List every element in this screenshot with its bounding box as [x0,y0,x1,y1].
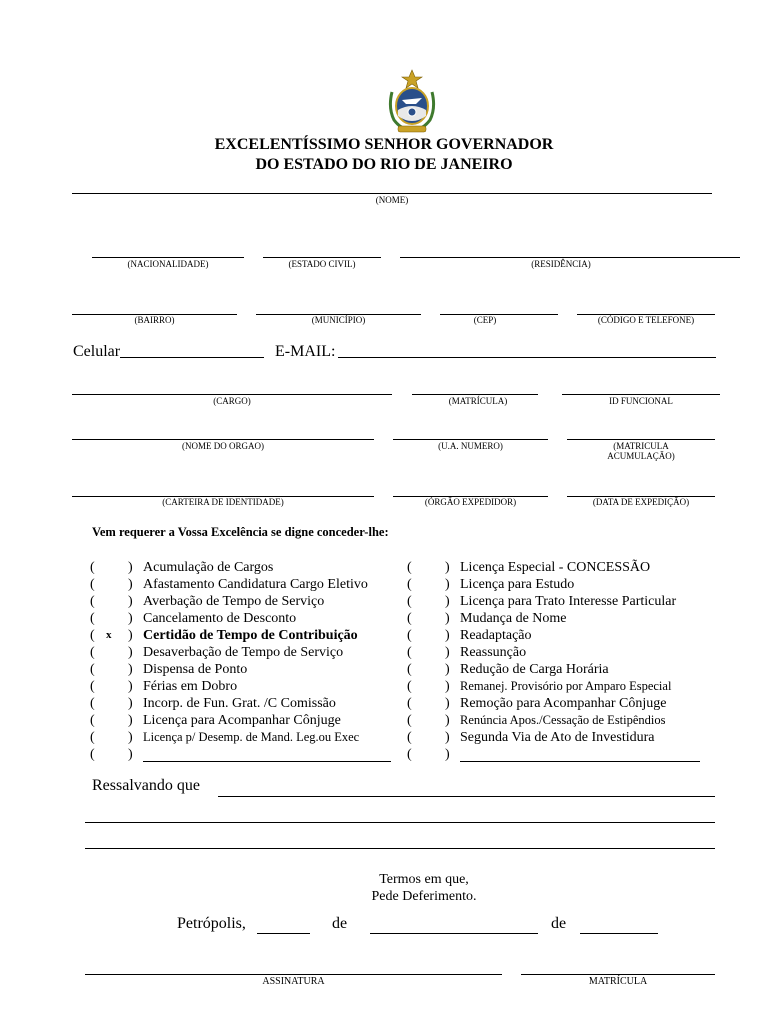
month-field[interactable] [370,933,538,934]
option-label: Remanej. Provisório por Amparo Especial [460,679,672,693]
option-label: Acumulação de Cargos [143,560,274,575]
year-field[interactable] [580,933,658,934]
checkbox-open-paren: ( [407,730,412,745]
cargo-caption: (CARGO) [213,396,251,406]
ressalvando-label: Ressalvando que [92,777,200,794]
orgao-expedidor-caption: (ÓRGÃO EXPEDIDOR) [424,497,517,507]
closing-line-1: Termos em que, [379,872,469,887]
assinatura-caption: ASSINATURA [262,976,325,987]
left-option-row[interactable] [90,712,401,729]
checkbox-open-paren: ( [90,730,95,745]
checkbox-close-paren: ) [445,713,450,728]
checkbox-open-paren: ( [90,645,95,660]
checkbox-close-paren: ) [445,679,450,694]
option-label: Remoção para Acompanhar Cônjuge [460,696,667,711]
request-intro: Vem requerer a Vossa Excelência se digne conceder-lhe: [92,525,389,539]
city-label: Petrópolis, [177,915,246,932]
checkbox-close-paren: ) [445,628,450,643]
option-label: Reassunção [460,645,527,660]
option-label: Readaptação [460,628,532,643]
option-label: Renúncia Apos./Cessação de Estipêndios [460,713,666,727]
checkbox-open-paren: ( [90,696,95,711]
checkbox-close-paren: ) [445,594,450,609]
checkbox-close-paren: ) [128,594,133,609]
right-option-row[interactable] [407,661,710,678]
option-label: Licença Especial - CONCESSÃO [460,560,651,575]
day-field[interactable] [257,933,310,934]
matricula-acumulacao-caption-2: ACUMULAÇÃO) [607,451,675,461]
checkbox-open-paren: ( [90,662,95,677]
assinatura-line[interactable] [85,974,502,975]
checkbox-close-paren: ) [128,560,133,575]
nome-orgao-line[interactable] [72,439,374,440]
de-label-2: de [551,915,567,932]
matricula-line[interactable] [412,394,538,395]
checkbox-open-paren: ( [90,713,95,728]
right-option-row[interactable] [407,593,710,610]
option-label: Licença para Acompanhar Cônjuge [143,713,341,728]
right-option-row[interactable] [407,712,710,729]
ressalvando-line-1[interactable] [218,796,715,797]
matricula-footer-caption: MATRÍCULA [588,976,648,987]
id-funcional-line[interactable] [562,394,720,395]
option-label: Férias em Dobro [143,679,238,694]
estado-civil-line[interactable] [263,257,381,258]
option-label: Licença para Estudo [460,577,575,592]
left-option-row[interactable] [90,559,401,576]
right-option-row[interactable] [407,695,710,712]
checkbox-close-paren: ) [128,679,133,694]
right-option-row[interactable] [407,576,710,593]
checkbox-open-paren: ( [90,679,95,694]
checkbox-close-paren: ) [445,696,450,711]
checkbox-mark: x [106,629,112,641]
matricula-caption: (MATRÍCULA) [448,396,508,406]
matricula-acumulacao-line[interactable] [567,439,715,440]
nome-orgao-caption: (NOME DO ORGAO) [182,441,264,451]
ressalvando-line-3[interactable] [85,848,715,849]
checkbox-close-paren: ) [128,645,133,660]
celular-label: Celular [73,343,121,360]
checkbox-open-paren: ( [407,696,412,711]
ua-numero-line[interactable] [393,439,548,440]
option-label: Dispensa de Ponto [143,662,248,677]
cep-caption: (CEP) [473,315,497,325]
left-option-row[interactable] [90,627,401,644]
checkbox-close-paren: ) [445,560,450,575]
left-option-row[interactable] [90,610,401,627]
id-funcional-caption: ID FUNCIONAL [609,396,673,406]
estado-civil-caption: (ESTADO CIVIL) [288,259,356,269]
checkbox-open-paren: ( [90,747,95,762]
checkbox-close-paren: ) [445,747,450,762]
checkbox-close-paren: ) [128,628,133,643]
checkbox-close-paren: ) [445,577,450,592]
left-option-row[interactable] [90,746,401,763]
title-line-1: EXCELENTÍSSIMO SENHOR GOVERNADOR [214,136,554,153]
checkbox-close-paren: ) [445,611,450,626]
option-label: Afastamento Candidatura Cargo Eletivo [143,577,368,592]
checkbox-open-paren: ( [90,577,95,592]
residencia-caption: (RESIDÊNCIA) [531,259,591,269]
checkbox-close-paren: ) [128,747,133,762]
option-label: Segunda Via de Ato de Investidura [460,730,655,745]
checkbox-open-paren: ( [407,645,412,660]
right-option-row[interactable] [407,644,710,661]
matricula-footer-line[interactable] [521,974,715,975]
checkbox-open-paren: ( [407,679,412,694]
ua-numero-caption: (U.A. NUMERO) [438,441,503,451]
municipio-caption: (MUNICÍPIO) [311,315,366,325]
checkbox-open-paren: ( [407,713,412,728]
option-label: Desaverbação de Tempo de Serviço [143,645,344,660]
email-field[interactable] [338,357,716,358]
left-option-row[interactable] [90,678,401,695]
checkbox-close-paren: ) [128,730,133,745]
checkbox-open-paren: ( [90,611,95,626]
state-coat-of-arms-seal [386,68,438,136]
nome-caption: (NOME) [375,195,409,205]
checkbox-close-paren: ) [128,611,133,626]
option-blank-field[interactable] [143,761,391,762]
right-option-row[interactable] [407,559,710,576]
carteira-identidade-caption: (CARTEIRA DE IDENTIDADE) [162,497,284,507]
option-label: Cancelamento de Desconto [143,611,297,626]
data-expedicao-caption: (DATA DE EXPEDIÇÃO) [592,497,690,507]
left-option-row[interactable] [90,644,401,661]
nome-line[interactable] [72,193,712,194]
checkbox-open-paren: ( [407,747,412,762]
residencia-line[interactable] [400,257,740,258]
de-label-1: de [332,915,348,932]
bairro-caption: (BAIRRO) [134,315,175,325]
checkbox-open-paren: ( [407,628,412,643]
left-option-row[interactable] [90,593,401,610]
option-label: Certidão de Tempo de Contribuição [143,628,358,643]
checkbox-open-paren: ( [407,594,412,609]
nacionalidade-caption: (NACIONALIDADE) [127,259,209,269]
checkbox-close-paren: ) [128,713,133,728]
checkbox-open-paren: ( [90,628,95,643]
checkbox-open-paren: ( [90,594,95,609]
celular-field[interactable] [120,357,264,358]
checkbox-open-paren: ( [90,560,95,575]
checkbox-close-paren: ) [445,645,450,660]
left-option-row[interactable] [90,729,401,746]
checkbox-open-paren: ( [407,662,412,677]
checkbox-close-paren: ) [445,730,450,745]
right-option-row[interactable] [407,627,710,644]
checkbox-close-paren: ) [128,577,133,592]
option-label: Redução de Carga Horária [460,662,609,677]
option-label: Incorp. de Fun. Grat. /C Comissão [143,696,336,711]
checkbox-open-paren: ( [407,560,412,575]
checkbox-close-paren: ) [128,696,133,711]
right-option-row[interactable] [407,678,710,695]
right-option-row[interactable] [407,729,710,746]
option-label: Mudança de Nome [460,611,567,626]
closing-line-2: Pede Deferimento. [371,889,477,904]
right-option-row[interactable] [407,746,710,763]
checkbox-close-paren: ) [445,662,450,677]
title-line-2: DO ESTADO DO RIO DE JANEIRO [255,156,513,173]
telefone-caption: (CÓDIGO E TELEFONE) [597,315,695,325]
option-label: Licença para Trato Interesse Particular [460,594,677,609]
matricula-acumulacao-caption-1: (MATRICULA [613,441,669,451]
option-blank-field[interactable] [460,761,700,762]
checkbox-close-paren: ) [128,662,133,677]
checkbox-open-paren: ( [407,577,412,592]
email-label: E-MAIL: [275,343,336,360]
option-label: Licença p/ Desemp. de Mand. Leg.ou Exec [143,730,360,744]
left-option-row[interactable] [90,695,401,712]
cargo-line[interactable] [72,394,392,395]
nacionalidade-line[interactable] [92,257,244,258]
right-option-row[interactable] [407,610,710,627]
checkbox-open-paren: ( [407,611,412,626]
ressalvando-line-2[interactable] [85,822,715,823]
left-option-row[interactable] [90,661,401,678]
left-option-row[interactable] [90,576,401,593]
option-label: Averbação de Tempo de Serviço [143,594,325,609]
